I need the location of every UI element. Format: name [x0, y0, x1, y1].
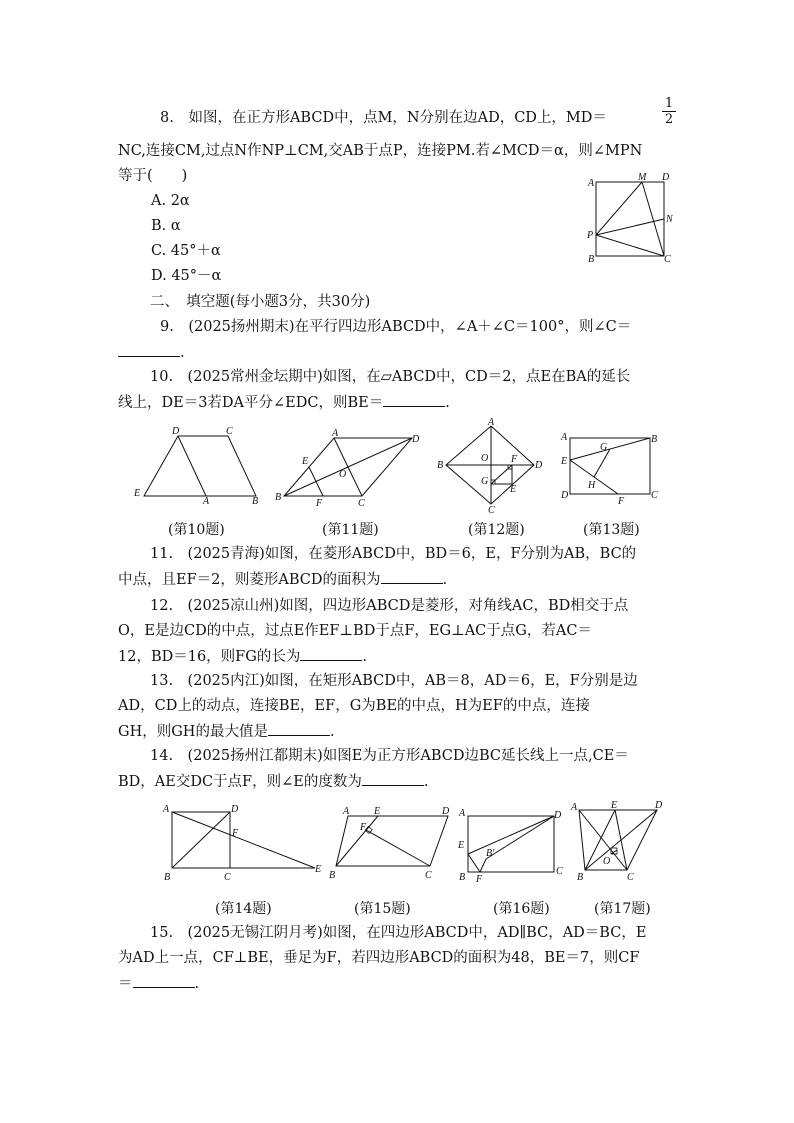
- q14-text-2: BD，AE交DC于点F，则∠E的度数为: [118, 774, 362, 790]
- q12-line3: [118, 646, 367, 667]
- q8-fraction-numerator: 1: [662, 96, 676, 112]
- f15-label-b: B: [329, 870, 336, 881]
- q13-answer-blank[interactable]: [268, 721, 330, 736]
- q13-line3: [118, 721, 335, 742]
- q14-line1: 14. (2025扬州江都期末)如图E为正方形ABCD边BC延长线上一点,CE＝: [150, 748, 629, 764]
- f17-label-a: A: [571, 802, 578, 813]
- q8-option-c: C. 45°＋α: [151, 243, 221, 259]
- q10-answer-blank[interactable]: [383, 392, 445, 407]
- q11-line2: [118, 569, 447, 590]
- f14-label-e: E: [315, 864, 322, 875]
- q11-period: .: [442, 572, 448, 588]
- q13-period: .: [329, 724, 335, 740]
- f13-label-h: H: [588, 480, 596, 491]
- q11-line1: 11. (2025青海)如图，在菱形ABCD中，BD＝6，E，F分别为AB，BC的: [150, 546, 637, 562]
- figure-13: [556, 428, 664, 508]
- figure-11: [272, 424, 422, 510]
- f10-label-d: D: [172, 426, 180, 437]
- f16-label-e: E: [458, 840, 465, 851]
- q8-line1: [160, 108, 607, 128]
- f14-label-b: B: [164, 872, 171, 883]
- f17-label-e: E: [611, 800, 618, 811]
- q8-line3: 等于( ): [118, 168, 188, 184]
- f13-label-e: E: [561, 456, 568, 467]
- f10-label-b: B: [252, 496, 259, 507]
- f13-label-b: B: [651, 434, 658, 445]
- figure-16: [456, 804, 568, 888]
- f13-label-f: F: [618, 496, 625, 507]
- f11-label-f: F: [316, 498, 323, 509]
- f13-label-c: C: [651, 490, 658, 501]
- q15-text-3: ＝: [118, 976, 133, 992]
- caption-fig-16: (第16题): [493, 901, 550, 917]
- f11-label-a: A: [332, 428, 339, 439]
- q8-option-a: A. 2α: [151, 193, 190, 209]
- section-2-header: 二、 填空题(每小题3分，共30分): [150, 294, 371, 310]
- q15-answer-blank[interactable]: [133, 973, 195, 988]
- f16-label-b: B: [459, 872, 466, 883]
- f17-label-d: D: [655, 800, 663, 811]
- q13-text-3: GH，则GH的最大值是: [118, 724, 268, 740]
- f12-label-c: C: [488, 505, 495, 516]
- f12-label-e: E: [510, 484, 517, 495]
- f12-label-f: F: [511, 454, 518, 465]
- figure-12: [430, 417, 550, 516]
- q10-line1: 10. (2025常州金坛期中)如图，在▱ABCD中，CD＝2，点E在BA的延长: [150, 369, 631, 385]
- caption-fig-13: (第13题): [583, 522, 640, 538]
- caption-fig-11: (第11题): [322, 522, 379, 538]
- f13-label-g: G: [600, 442, 608, 453]
- q8-number: 8.: [160, 110, 174, 126]
- caption-fig-12: (第12题): [468, 522, 525, 538]
- q9-line2: [118, 342, 185, 363]
- q8-label-m: M: [638, 172, 647, 183]
- f14-label-c: C: [224, 872, 231, 883]
- f16-label-f: F: [476, 874, 483, 885]
- q11-text-2: 中点，且EF＝2，则菱形ABCD的面积为: [118, 572, 381, 588]
- f16-label-d: D: [554, 810, 562, 821]
- q8-label-p: P: [587, 230, 594, 241]
- q10-text-2: 线上，DE＝3若DA平分∠EDC，则BE＝: [118, 395, 384, 411]
- f11-label-e: E: [302, 456, 309, 467]
- q8-option-d: D. 45°－α: [151, 268, 222, 284]
- q12-text-3: 12，BD＝16，则FG的长为: [118, 649, 301, 665]
- q8-label-d: D: [662, 172, 670, 183]
- q8-label-b: B: [588, 254, 595, 265]
- q9-answer-blank[interactable]: [118, 342, 180, 357]
- figure-10: [128, 424, 268, 510]
- q8-fraction-denominator: 2: [664, 112, 674, 127]
- f15-label-f: F: [360, 822, 367, 833]
- f15-label-d: D: [442, 806, 450, 817]
- f11-label-c: C: [358, 498, 365, 509]
- caption-fig-17: (第17题): [594, 901, 651, 917]
- q12-line1: 12. (2025凉山州)如图，四边形ABCD是菱形，对角线AC，BD相交于点: [150, 598, 629, 614]
- f15-label-c: C: [425, 870, 432, 881]
- q15-line3: [118, 973, 199, 994]
- f17-label-o: O: [603, 856, 611, 867]
- figure-15: [326, 800, 460, 888]
- f11-label-d: D: [412, 434, 420, 445]
- f12-label-b: B: [437, 460, 444, 471]
- caption-fig-15: (第15题): [354, 901, 411, 917]
- caption-fig-14: (第14题): [215, 901, 272, 917]
- q14-answer-blank[interactable]: [362, 771, 424, 786]
- f12-label-g: G: [481, 476, 489, 487]
- q9-line1: 9. (2025扬州期末)在平行四边形ABCD中，∠A＋∠C＝100°，则∠C＝: [160, 319, 632, 335]
- f10-label-a: A: [203, 496, 210, 507]
- q15-period: .: [194, 976, 200, 992]
- figure-17: [567, 798, 677, 888]
- f17-label-c: C: [627, 872, 634, 883]
- q8-option-b: B. α: [151, 218, 181, 234]
- q11-answer-blank[interactable]: [381, 569, 443, 584]
- f10-label-e: E: [134, 488, 141, 499]
- figure-q8: [586, 172, 686, 268]
- q13-line1: 13. (2025内江)如图，在矩形ABCD中，AB＝8，AD＝6，E，F分别是边: [150, 673, 638, 689]
- f12-label-o: O: [481, 453, 489, 464]
- q12-answer-blank[interactable]: [300, 646, 362, 661]
- q8-label-a: A: [588, 178, 595, 189]
- f11-label-o: O: [339, 469, 347, 480]
- f14-label-f: F: [232, 828, 239, 839]
- f15-label-a: A: [343, 806, 350, 817]
- f16-label-a: A: [459, 808, 466, 819]
- q13-line2: AD，CD上的动点，连接BE，EF，G为BE的中点，H为EF的中点，连接: [118, 698, 590, 714]
- f13-label-a: A: [561, 432, 568, 443]
- q9-period: .: [180, 345, 185, 361]
- f16-label-b-prime: B′: [486, 848, 495, 859]
- f14-label-a: A: [163, 804, 170, 815]
- q8-text-1: 如图，在正方形ABCD中，点M，N分别在边AD，CD上，MD＝: [188, 110, 607, 126]
- q8-label-c: C: [664, 254, 671, 265]
- f14-label-d: D: [231, 804, 239, 815]
- q14-line2: [118, 771, 428, 792]
- q14-period: .: [423, 774, 429, 790]
- caption-fig-10: (第10题): [168, 522, 225, 538]
- q12-line2: O，E是边CD的中点，过点E作EF⊥BD于点F，EG⊥AC于点G，若AC＝: [118, 623, 592, 639]
- q8-fraction: [662, 96, 676, 127]
- f16-label-c: C: [556, 866, 563, 877]
- q10-line2: [118, 392, 450, 413]
- q15-line2: 为AD上一点，CF⊥BE，垂足为F，若四边形ABCD的面积为48，BE＝7，则CF: [118, 950, 640, 966]
- f12-label-d: D: [535, 460, 543, 471]
- q8-line2: NC,连接CM,过点N作NP⊥CM,交AB于点P，连接PM.若∠MCD＝α，则∠MPN: [118, 143, 643, 159]
- q15-line1: 15. (2025无锡江阴月考)如图，在四边形ABCD中，AD∥BC，AD＝BC，E: [150, 925, 647, 941]
- f11-label-b: B: [275, 492, 282, 503]
- f17-label-b: B: [577, 872, 584, 883]
- f12-label-a: A: [488, 417, 495, 428]
- figure-14: [160, 800, 330, 888]
- f10-label-c: C: [226, 426, 233, 437]
- q10-period: .: [445, 395, 450, 411]
- q12-period: .: [362, 649, 367, 665]
- f15-label-e: E: [374, 806, 381, 817]
- q8-label-n: N: [666, 214, 673, 225]
- f13-label-d: D: [561, 490, 569, 501]
